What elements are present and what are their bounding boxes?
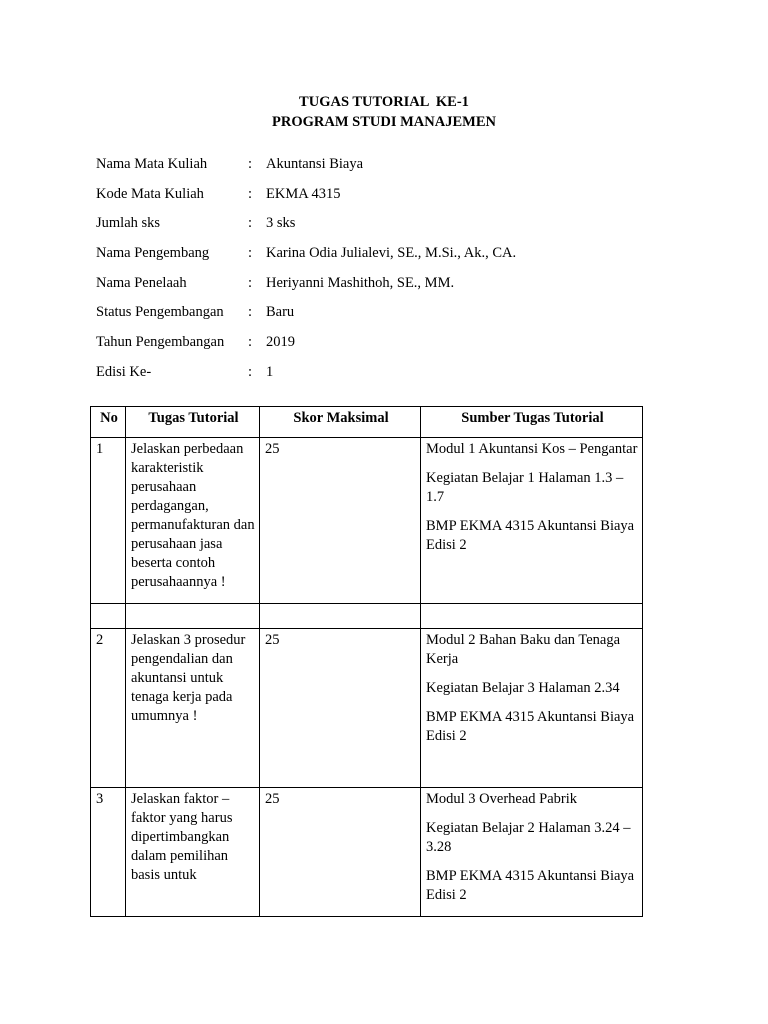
- info-value: Karina Odia Julialevi, SE., M.Si., Ak., CA.: [266, 244, 517, 261]
- info-colon: :: [248, 274, 253, 291]
- source-activity: Kegiatan Belajar 2 Halaman 3.24 – 3.28: [426, 820, 631, 855]
- cell-task: Jelaskan faktor – faktor yang harus dipertimbangkan dalam pemilihan basis untuk: [126, 788, 260, 917]
- info-label: Nama Mata Kuliah: [96, 155, 208, 172]
- info-value: Akuntansi Biaya: [266, 155, 364, 172]
- source-module: Modul 3 Overhead Pabrik: [426, 791, 578, 807]
- info-value: Baru: [266, 304, 295, 321]
- info-row-course-code: [96, 179, 656, 209]
- info-label: Kode Mata Kuliah: [96, 185, 204, 202]
- info-row-status: [96, 297, 656, 327]
- info-row-reviewer: [96, 268, 656, 298]
- cell-source: [421, 629, 643, 788]
- info-label: Status Pengembangan: [96, 304, 224, 321]
- table-row: [91, 788, 643, 917]
- info-row-edition: [96, 357, 656, 387]
- cell-task: Jelaskan 3 prosedur pengendalian dan akuntansi untuk tenaga kerja pada umumnya !: [126, 629, 260, 788]
- info-label: Edisi Ke-: [96, 363, 152, 380]
- source-module: Modul 2 Bahan Baku dan Tenaga Kerja: [426, 632, 621, 667]
- source-module: Modul 1 Akuntansi Kos – Pengantar: [426, 441, 638, 457]
- spacer-cell: [421, 604, 643, 629]
- cell-no: 1: [91, 438, 126, 604]
- cell-source: [421, 788, 643, 917]
- cell-task: Jelaskan perbedaan karakteristik perusahaan perdagangan, permanufakturan dan perusahaan jasa beserta contoh perusahaannya !: [126, 438, 260, 604]
- table-row: [91, 629, 643, 788]
- table-row: [91, 438, 643, 604]
- header-max-score: Skor Maksimal: [260, 407, 421, 438]
- spacer-cell: [260, 604, 421, 629]
- info-value: 1: [266, 363, 274, 380]
- info-value: Heriyanni Mashithoh, SE., MM.: [266, 274, 455, 291]
- info-label: Jumlah sks: [96, 215, 161, 232]
- header-source: Sumber Tugas Tutorial: [421, 407, 643, 438]
- spacer-cell: [91, 604, 126, 629]
- source-activity: Kegiatan Belajar 3 Halaman 2.34: [426, 680, 620, 696]
- header-task: Tugas Tutorial: [126, 407, 260, 438]
- info-colon: :: [248, 155, 253, 172]
- info-label: Tahun Pengembangan: [96, 333, 225, 350]
- cell-score: 25: [260, 629, 421, 788]
- info-colon: :: [248, 185, 253, 202]
- tutorial-task-table: [90, 406, 643, 917]
- info-value: EKMA 4315: [266, 185, 341, 202]
- source-activity: Kegiatan Belajar 1 Halaman 1.3 – 1.7: [426, 470, 624, 505]
- info-label: Nama Penelaah: [96, 274, 187, 291]
- cell-score: 25: [260, 788, 421, 917]
- source-book: BMP EKMA 4315 Akuntansi Biaya Edisi 2: [426, 868, 635, 903]
- info-colon: :: [248, 333, 253, 350]
- info-value: 2019: [266, 333, 295, 350]
- cell-no: 3: [91, 788, 126, 917]
- table-header-row: [91, 407, 643, 438]
- info-colon: :: [248, 244, 253, 261]
- course-info: [96, 149, 656, 387]
- info-colon: :: [248, 363, 253, 380]
- info-row-credits: [96, 208, 656, 238]
- header-no: No: [91, 407, 126, 438]
- table-spacer-row: [91, 604, 643, 629]
- info-value: 3 sks: [266, 215, 296, 232]
- info-colon: :: [248, 304, 253, 321]
- info-row-course-name: [96, 149, 656, 179]
- document-title: TUGAS TUTORIAL KE-1: [299, 94, 469, 110]
- info-row-developer: [96, 238, 656, 268]
- source-book: BMP EKMA 4315 Akuntansi Biaya Edisi 2: [426, 709, 635, 744]
- cell-score: 25: [260, 438, 421, 604]
- info-row-year: [96, 327, 656, 357]
- document-subtitle: PROGRAM STUDI MANAJEMEN: [272, 114, 496, 130]
- info-colon: :: [248, 215, 253, 232]
- cell-source: [421, 438, 643, 604]
- cell-no: 2: [91, 629, 126, 788]
- info-label: Nama Pengembang: [96, 244, 210, 261]
- spacer-cell: [126, 604, 260, 629]
- source-book: BMP EKMA 4315 Akuntansi Biaya Edisi 2: [426, 518, 635, 553]
